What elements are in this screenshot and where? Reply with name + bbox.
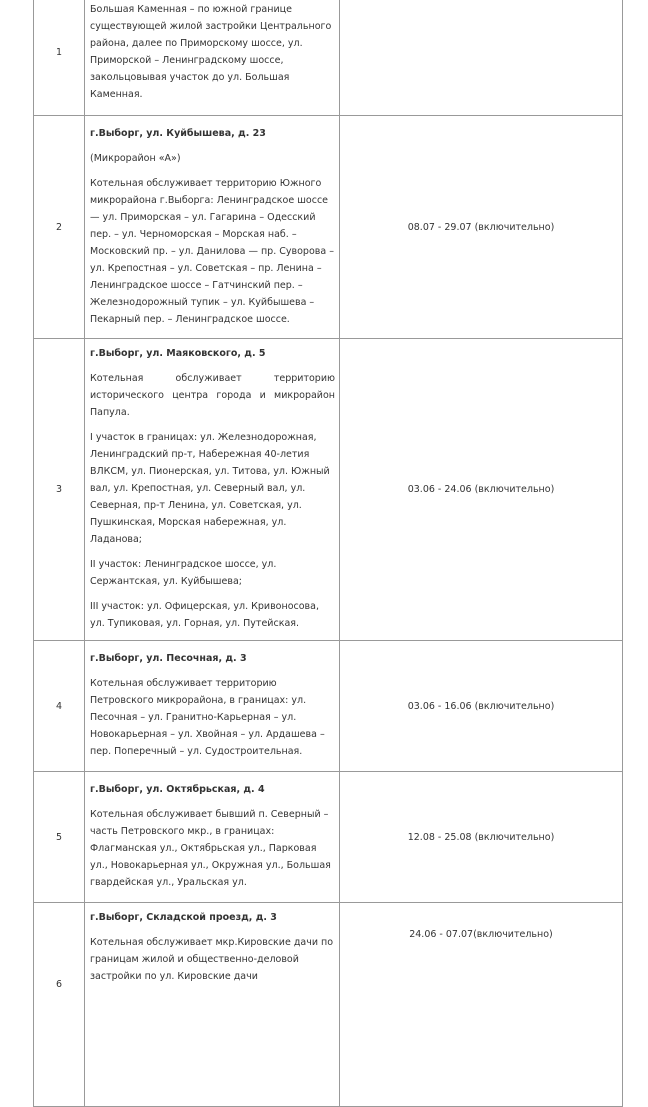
boiler-address: г.Выборг, ул. Маяковского, д. 5	[90, 348, 266, 359]
row-number: 6	[34, 903, 85, 1107]
row-dates: 12.08 - 25.08 (включительно)	[340, 772, 623, 903]
description-paragraph: Большая Каменная – по южной границе существующей жилой застройки Центрального района, далее по Приморскому шоссе, ул. Приморской – Ленинградскому шоссе, закольцовывая участок до ул. Большая Каменная.	[90, 4, 332, 100]
description-paragraph: Котельная обслуживает бывший п. Северный – часть Петровского мкр., в границах: Флагманская ул., Октябрьская ул., Парковая ул., Новокарьерная ул., Окружная ул., Большая гвардейская ул., Уральская ул.	[90, 809, 331, 888]
row-number: 5	[34, 772, 85, 903]
description-paragraph: Котельная обслуживает мкр.Кировские дачи по границам жилой и общественно-деловой застройки по ул. Кировские дачи	[90, 937, 334, 982]
table-row	[34, 772, 623, 903]
description-paragraph: Котельная обслуживает территорию исторического центра города и микрорайон Папула.	[90, 373, 335, 418]
boiler-address: г.Выборг, ул. Куйбышева, д. 23	[90, 127, 266, 139]
row-number: 2	[34, 116, 85, 339]
description-paragraph: III участок: ул. Офицерская, ул. Кривоносова, ул. Тупиковая, ул. Горная, ул. Путейская.	[90, 601, 319, 629]
row-description	[85, 116, 340, 339]
heat-outage-schedule-table	[33, 0, 623, 1107]
description-paragraph: Котельная обслуживает территорию Петровского микрорайона, в границах: ул. Песочная – ул. Гранитно-Карьерная – ул. Новокарьерная – ул. Хвойная – ул. Ардашева – пер. Поперечный – ул. Судостроительная.	[90, 678, 325, 757]
row-dates: 03.06 - 24.06 (включительно)	[340, 339, 623, 641]
boiler-address: г.Выборг, ул. Октябрьская, д. 4	[90, 784, 265, 795]
description-paragraph: Котельная обслуживает территорию Южного микрорайона г.Выборга: Ленинградское шоссе — ул. Приморская – ул. Гагарина – Одесский пер. – ул. Черноморская – Морская наб. – Московский пр. – ул. Данилова — пр. Суворова – ул. Крепостная – ул. Советская – пр. Ленина – Ленинградское шоссе – Гатчинский пер. – Железнодорожный тупик – ул. Куйбышева – Пекарный пер. – Ленинградское шоссе.	[90, 177, 334, 325]
table-row	[34, 641, 623, 772]
row-number: 4	[34, 641, 85, 772]
table-row	[34, 116, 623, 339]
row-description	[85, 903, 340, 1107]
description-paragraph: I участок в границах: ул. Железнодорожная, Ленинградский пр-т, Набережная 40-летия ВЛКСМ, ул. Пионерская, ул. Титова, ул. Южный вал, ул. Крепостная, ул. Северный вал, ул. Северная, пр-т Ленина, ул. Советская, ул. Пушкинская, Морская набережная, ул. Ладанова;	[90, 432, 330, 545]
row-dates	[340, 0, 623, 116]
row-description	[85, 0, 340, 116]
row-number: 1	[34, 0, 85, 116]
row-number: 3	[34, 339, 85, 641]
description-paragraph: II участок: Ленинградское шоссе, ул. Сержантская, ул. Куйбышева;	[90, 559, 277, 587]
description-paragraph: (Микрорайон «А»)	[90, 152, 181, 164]
row-dates: 03.06 - 16.06 (включительно)	[340, 641, 623, 772]
table-row	[34, 339, 623, 641]
row-dates: 24.06 - 07.07(включительно)	[340, 903, 623, 1107]
row-description	[85, 772, 340, 903]
boiler-address: г.Выборг, Складской проезд, д. 3	[90, 912, 277, 923]
row-description	[85, 339, 340, 641]
boiler-address: г.Выборг, ул. Песочная, д. 3	[90, 653, 247, 664]
table-row	[34, 903, 623, 1107]
row-dates: 08.07 - 29.07 (включительно)	[340, 116, 623, 339]
table-row	[34, 0, 623, 116]
row-description	[85, 641, 340, 772]
